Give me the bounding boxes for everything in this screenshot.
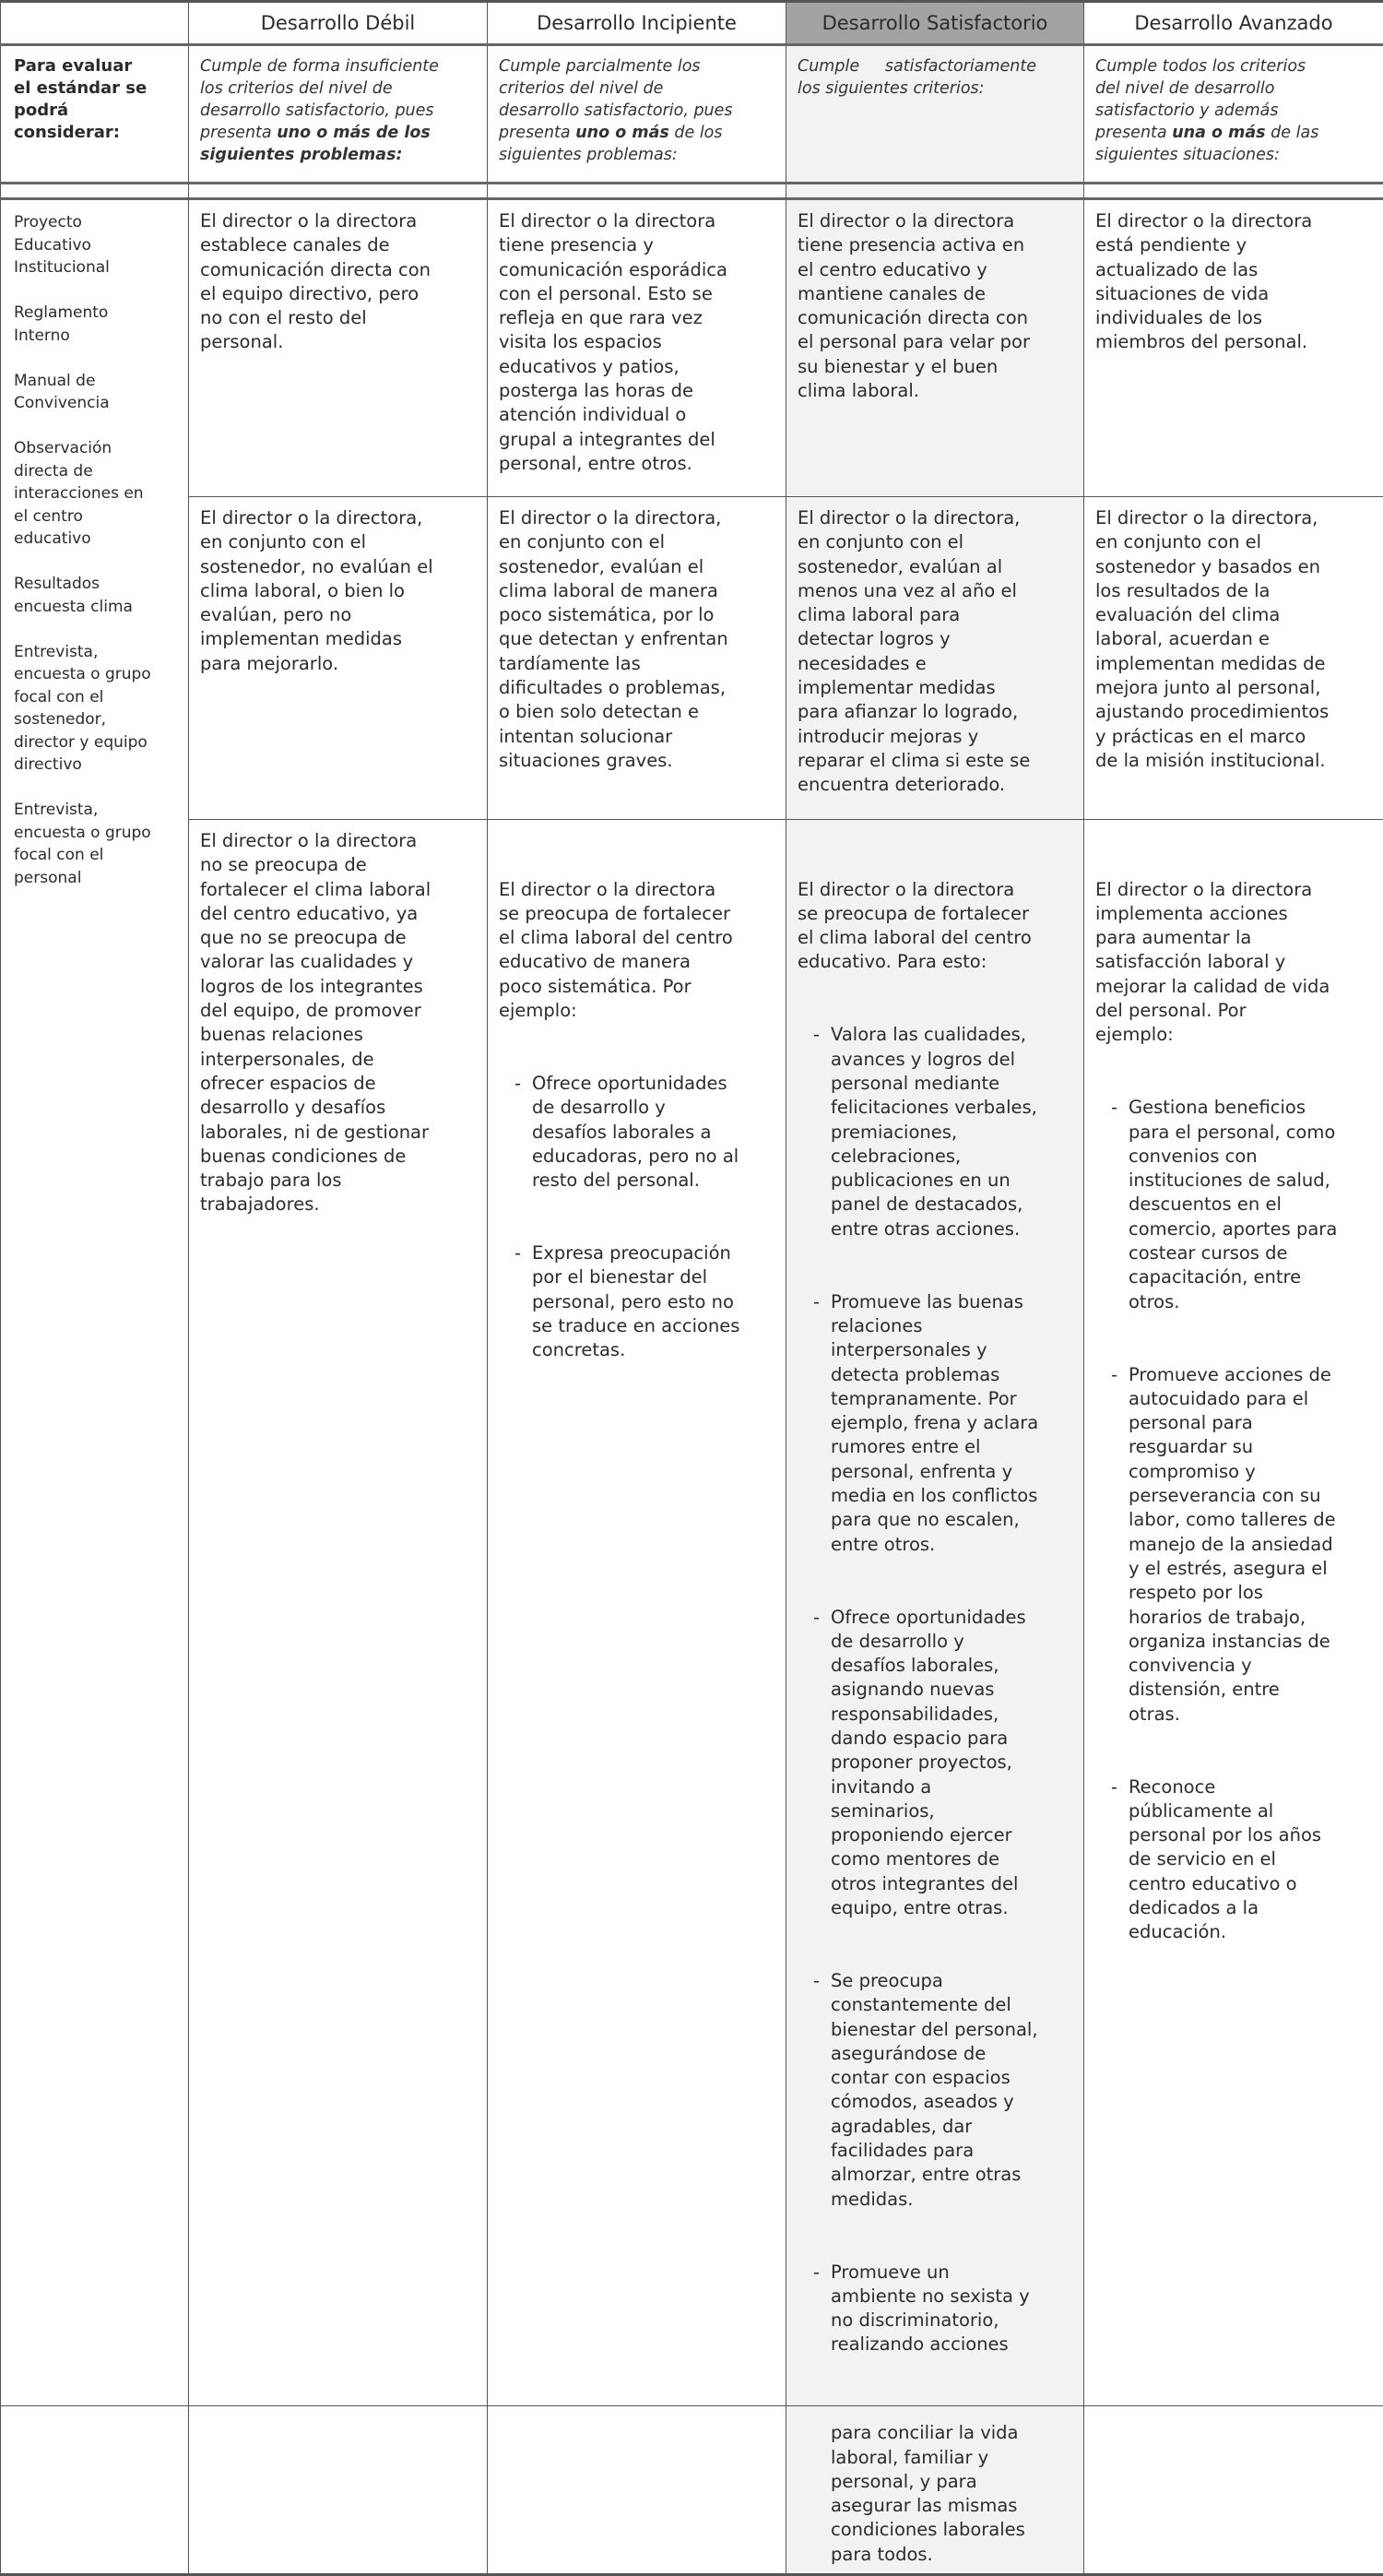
dash-bullet-icon: - bbox=[798, 1023, 831, 1241]
criteria-text: de los siguientes problemas: bbox=[499, 124, 723, 164]
table-row bbox=[1, 820, 1383, 2406]
cell-satisfactorio-continuation: para conciliar la vida laboral, familiar y personal, y para asegurar las mismas condiciones laborales para todos. bbox=[786, 2406, 1084, 2575]
list-item-text: Ofrece oportunidades de desarrollo y desafíos laborales a educadoras, pero no al resto del personal. bbox=[532, 1072, 739, 1193]
cell-intro: El director o la directora se preocupa de fortalecer el clima laboral del centro educativo de manera poco sistemática. Por ejemplo: bbox=[499, 878, 782, 1024]
header-row bbox=[1, 2, 1383, 45]
cell-satisfactorio: El director o la directora, en conjunto con el sostenedor, evalúan al menos una vez al año el clima laboral para detectar logros y necesidades e implementar medidas para afianzar lo logrado, introducir mejoras y reparar el clima si este se encuentra deteriorado. bbox=[786, 497, 1084, 820]
list-item bbox=[798, 1969, 1080, 2212]
list-item-text: Ofrece oportunidades de desarrollo y desafíos laborales, asignando nuevas responsabilidades, dando espacio para proponer proyectos, invitando a seminarios, proponiendo ejercer como mentores de otros integrantes del equipo, entre otras. bbox=[831, 1606, 1026, 1921]
criteria-satisfactorio: Cumple satisfactoriamente los siguientes criterios: bbox=[786, 45, 1084, 184]
criteria-label: Para evaluar el estándar se podrá considerar: bbox=[1, 45, 189, 184]
cell-incipiente bbox=[488, 820, 786, 2406]
criteria-incipiente bbox=[488, 45, 786, 184]
cell-incipiente: El director o la directora tiene presencia y comunicación esporádica con el personal. Esto se refleja en que rara vez visita los espacios educativos y patios, posterga las horas de atención individual o grupal a integrantes del personal, entre otros. bbox=[488, 199, 786, 497]
criteria-text: de las siguientes situaciones: bbox=[1095, 124, 1318, 164]
cell-debil: El director o la directora establece canales de comunicación directa con el equipo directivo, pero no con el resto del personal. bbox=[189, 199, 488, 497]
list-item-text: Reconoce públicamente al personal por los años de servicio en el centro educativo o dedicados a la educación. bbox=[1129, 1775, 1321, 1945]
list-item-text: Expresa preocupación por el bienestar del personal, pero esto no se traduce en acciones concretas. bbox=[532, 1241, 739, 1362]
cell-avanzado bbox=[1084, 820, 1383, 2406]
criteria-emphasis: uno o más de los siguientes problemas: bbox=[200, 124, 431, 164]
list-item bbox=[798, 1290, 1080, 1557]
cell-intro: El director o la directora se preocupa de fortalecer el clima laboral del centro educativo. Para esto: bbox=[798, 878, 1080, 975]
cell-satisfactorio bbox=[786, 820, 1084, 2406]
cell-avanzado: El director o la directora, en conjunto con el sostenedor y basados en los resultados de la evaluación del clima laboral, acuerdan e implementan medidas de mejora junto al personal, ajustando procedimientos y prácticas en el marco de la misión institucional. bbox=[1084, 497, 1383, 820]
dash-bullet-icon: - bbox=[499, 1072, 532, 1193]
criteria-debil bbox=[189, 45, 488, 184]
criteria-text: Cumple parcialmente los criterios del nivel de desarrollo satisfactorio, pues presenta bbox=[499, 57, 733, 142]
list-item-text: Promueve acciones de autocuidado para el personal para resguardar su compromiso y perseverancia con su labor, como talleres de manejo de la ansiedad y el estrés, asegura el respeto por los horarios de trabajo, organiza instancias de convivencia y distensión, entre otras. bbox=[1129, 1363, 1336, 1727]
dash-bullet-icon: - bbox=[1095, 1096, 1129, 1314]
dash-bullet-icon: - bbox=[798, 1969, 831, 2212]
list-item-text: Valora las cualidades, avances y logros del personal mediante felicitaciones verbales, premiaciones, celebraciones, publicaciones en un panel de destacados, entre otras acciones. bbox=[831, 1023, 1037, 1241]
evidence-sources: Proyecto Educativo Institucional Reglamento Interno Manual de Convivencia Observación directa de interacciones en el centro educativo Resultados encuesta clima Entrevista, encuesta o grupo focal con el sostenedor, director y equipo directivo Entrevista, encuesta o grupo focal con el personal bbox=[1, 199, 189, 2406]
header-debil: Desarrollo Débil bbox=[189, 2, 488, 45]
list-item bbox=[499, 1072, 782, 1193]
header-avanzado: Desarrollo Avanzado bbox=[1084, 2, 1383, 45]
dash-bullet-icon: - bbox=[1095, 1775, 1129, 1945]
continuation-row bbox=[1, 2406, 1383, 2575]
cell-avanzado: El director o la directora está pendiente y actualizado de las situaciones de vida individuales de los miembros del personal. bbox=[1084, 199, 1383, 497]
list-item bbox=[499, 1241, 782, 1362]
cell-debil: El director o la directora no se preocupa de fortalecer el clima laboral del centro educativo, ya que no se preocupa de valorar las cualidades y logros de los integrantes del equipo, de promover buenas relaciones interpersonales, de ofrecer espacios de desarrollo y desafíos laborales, ni de gestionar buenas condiciones de trabajo para los trabajadores. bbox=[189, 820, 488, 2406]
criteria-emphasis: una o más bbox=[1172, 124, 1265, 142]
criteria-emphasis: uno o más bbox=[575, 124, 669, 142]
list-item bbox=[798, 1606, 1080, 1921]
criteria-text: Cumple de forma insuficiente los criterios del nivel de desarrollo satisfactorio, pues presenta bbox=[200, 57, 439, 142]
dash-bullet-icon: - bbox=[798, 2261, 831, 2357]
dash-bullet-icon: - bbox=[798, 1290, 831, 1557]
list-item bbox=[798, 1023, 1080, 1241]
cell-intro: El director o la directora implementa acciones para aumentar la satisfacción laboral y mejorar la calidad de vida del personal. Por ejemplo: bbox=[1095, 878, 1379, 1048]
table-row bbox=[1, 199, 1383, 497]
dash-bullet-icon: - bbox=[499, 1241, 532, 1362]
header-empty bbox=[1, 2, 189, 45]
table-row bbox=[1, 497, 1383, 820]
header-satisfactorio: Desarrollo Satisfactorio bbox=[786, 2, 1084, 45]
cell-incipiente: El director o la directora, en conjunto con el sostenedor, evalúan el clima laboral de manera poco sistemática, por lo que detectan y enfrentan tardíamente las dificultades o problemas, o bien solo detectan e intentan solucionar situaciones graves. bbox=[488, 497, 786, 820]
list-item bbox=[798, 2261, 1080, 2357]
list-item bbox=[1095, 1775, 1379, 1945]
cell-debil: El director o la directora, en conjunto con el sostenedor, no evalúan el clima laboral, o bien lo evalúan, pero no implementan medidas para mejorarlo. bbox=[189, 497, 488, 820]
list-item-text: Gestiona beneficios para el personal, como convenios con instituciones de salud, descuentos en el comercio, aportes para costear cursos de capacitación, entre otros. bbox=[1129, 1096, 1337, 1314]
criteria-avanzado bbox=[1084, 45, 1383, 184]
list-item-text: Se preocupa constantemente del bienestar del personal, asegurándose de contar con espacios cómodos, aseados y agradables, dar facilidades para almorzar, entre otras medidas. bbox=[831, 1969, 1038, 2212]
cell-satisfactorio: El director o la directora tiene presencia activa en el centro educativo y mantiene canales de comunicación directa con el personal para velar por su bienestar y el buen clima laboral. bbox=[786, 199, 1084, 497]
list-item-text: Promueve las buenas relaciones interpersonales y detecta problemas tempranamente. Por ejemplo, frena y aclara rumores entre el personal, enfrenta y media en los conflictos para que no escalen, entre otros. bbox=[831, 1290, 1038, 1557]
criteria-row bbox=[1, 45, 1383, 184]
list-item bbox=[1095, 1363, 1379, 1727]
header-incipiente: Desarrollo Incipiente bbox=[488, 2, 786, 45]
criteria-text: Cumple todos los criterios del nivel de desarrollo satisfactorio y además presenta bbox=[1095, 57, 1306, 142]
list-item bbox=[1095, 1096, 1379, 1314]
list-item-text: Promueve un ambiente no sexista y no discriminatorio, realizando acciones bbox=[831, 2261, 1030, 2357]
dash-bullet-icon: - bbox=[798, 1606, 831, 1921]
dash-bullet-icon: - bbox=[1095, 1363, 1129, 1727]
spacer-row bbox=[1, 184, 1383, 199]
